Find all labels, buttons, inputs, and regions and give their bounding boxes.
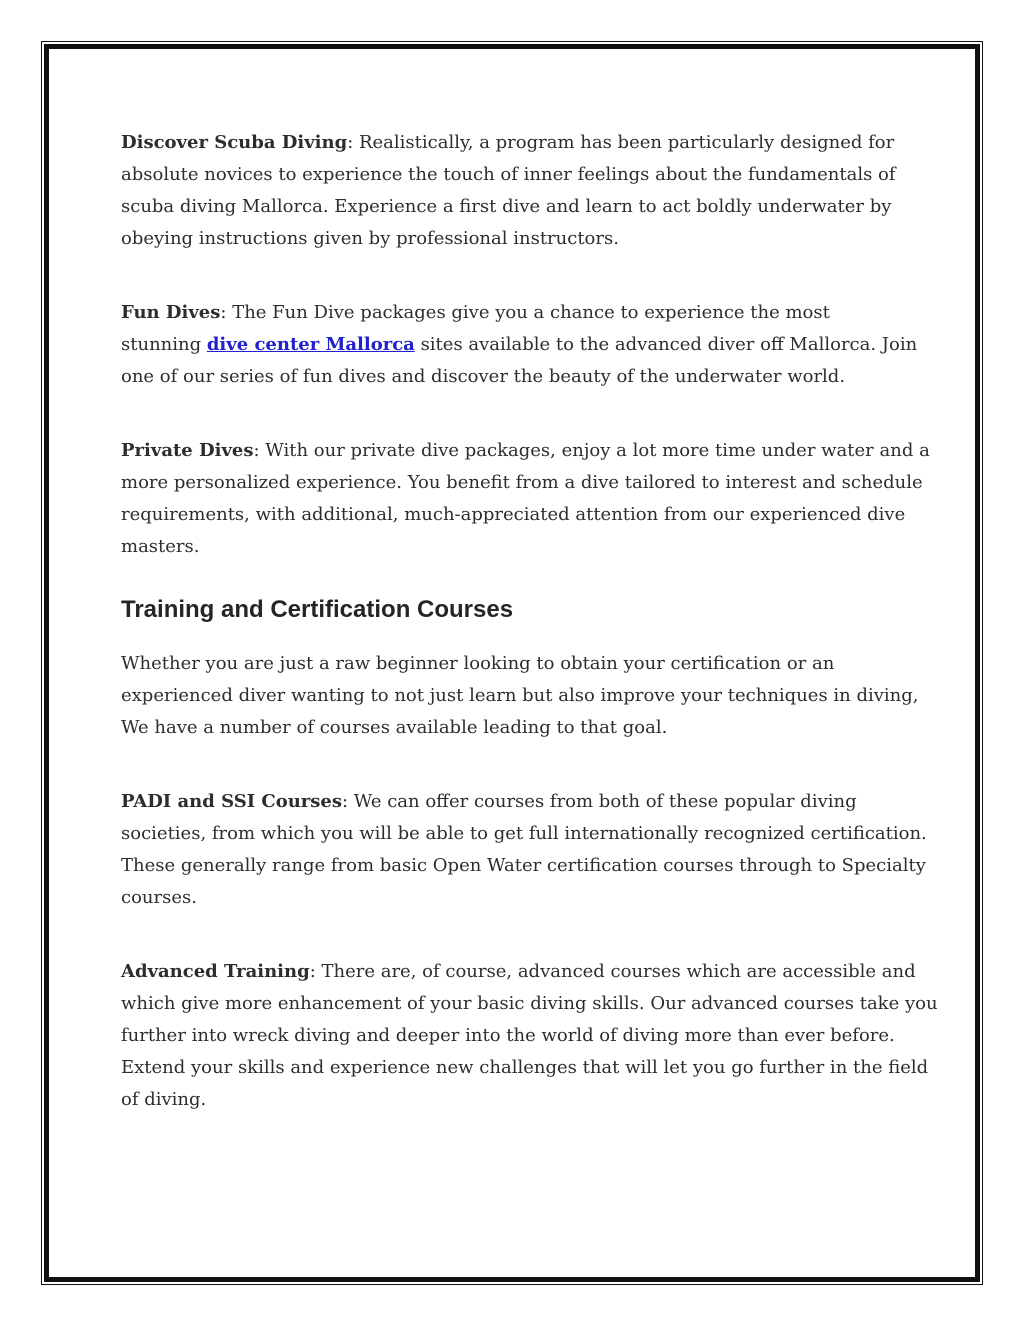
paragraph-fun-dives [121, 297, 918, 393]
paragraph-private-dives [121, 435, 930, 563]
text-line: courses. [121, 887, 197, 908]
text-line [121, 435, 930, 467]
text-line [121, 297, 907, 329]
text-line: experienced diver wanting to not just learn but also improve your techniques in diving, [121, 685, 919, 706]
text-line [121, 127, 907, 159]
text-line: which give more enhancement of your basic diving skills. Our advanced courses take you [121, 993, 938, 1014]
text-line: We have a number of courses available leading to that goal. [121, 717, 668, 738]
text-run: : We can offer courses from both of these popular diving [342, 791, 857, 812]
text-line [121, 956, 916, 988]
text-line: societies, from which you will be able to get full internationally recognized certification. [121, 823, 927, 844]
text-line: of diving. [121, 1089, 207, 1110]
bold-lead: Private Dives [121, 440, 254, 461]
bold-lead: Advanced Training [121, 961, 310, 982]
text-line: masters. [121, 536, 200, 557]
dive-center-mallorca-link[interactable]: dive center Mallorca [206, 334, 415, 355]
text-line: scuba diving Mallorca. Experience a first dive and learn to act boldly underwater by [121, 196, 892, 217]
bold-lead: Fun Dives [121, 302, 221, 323]
text-line [121, 786, 907, 818]
text-line: requirements, with additional, much-appreciated attention from our experienced dive [121, 504, 906, 525]
text-run: : With our private dive packages, enjoy a lot more time under water and a [253, 440, 930, 461]
text-line [121, 329, 918, 361]
text-line: absolute novices to experience the touch of inner feelings about the fundamentals of [121, 164, 896, 185]
bold-lead: PADI and SSI Courses [121, 791, 343, 812]
text-run: sites available to the advanced diver off Mallorca. Join [414, 334, 918, 355]
text-run: : There are, of course, advanced courses which are accessible and [309, 961, 916, 982]
text-run: stunning [121, 334, 207, 355]
section-heading-training-certification: Training and Certification Courses [121, 596, 514, 623]
paragraph-whether-you-are [121, 648, 919, 744]
paragraph-padi-ssi-courses [121, 786, 927, 914]
text-line: further into wreck diving and deeper into the world of diving more than ever before. [121, 1025, 895, 1046]
page-border-frame [44, 44, 980, 1282]
bold-lead: Discover Scuba Diving [121, 132, 348, 153]
text-line: more personalized experience. You benefit from a dive tailored to interest and schedule [121, 472, 923, 493]
document-content [49, 49, 975, 1116]
paragraph-advanced-training [121, 956, 938, 1116]
text-line: These generally range from basic Open Water certification courses through to Specialty [121, 855, 926, 876]
text-line: obeying instructions given by professional instructors. [121, 228, 619, 249]
paragraph-discover-scuba-diving [121, 127, 907, 255]
text-run: : Realistically, a program has been particularly designed for [347, 132, 895, 153]
text-line: one of our series of fun dives and discover the beauty of the underwater world. [121, 366, 846, 387]
text-line: Whether you are just a raw beginner looking to obtain your certification or an [121, 653, 835, 674]
text-run: : The Fun Dive packages give you a chance to experience the most [220, 302, 830, 323]
text-line: Extend your skills and experience new challenges that will let you go further in the field [121, 1057, 929, 1078]
